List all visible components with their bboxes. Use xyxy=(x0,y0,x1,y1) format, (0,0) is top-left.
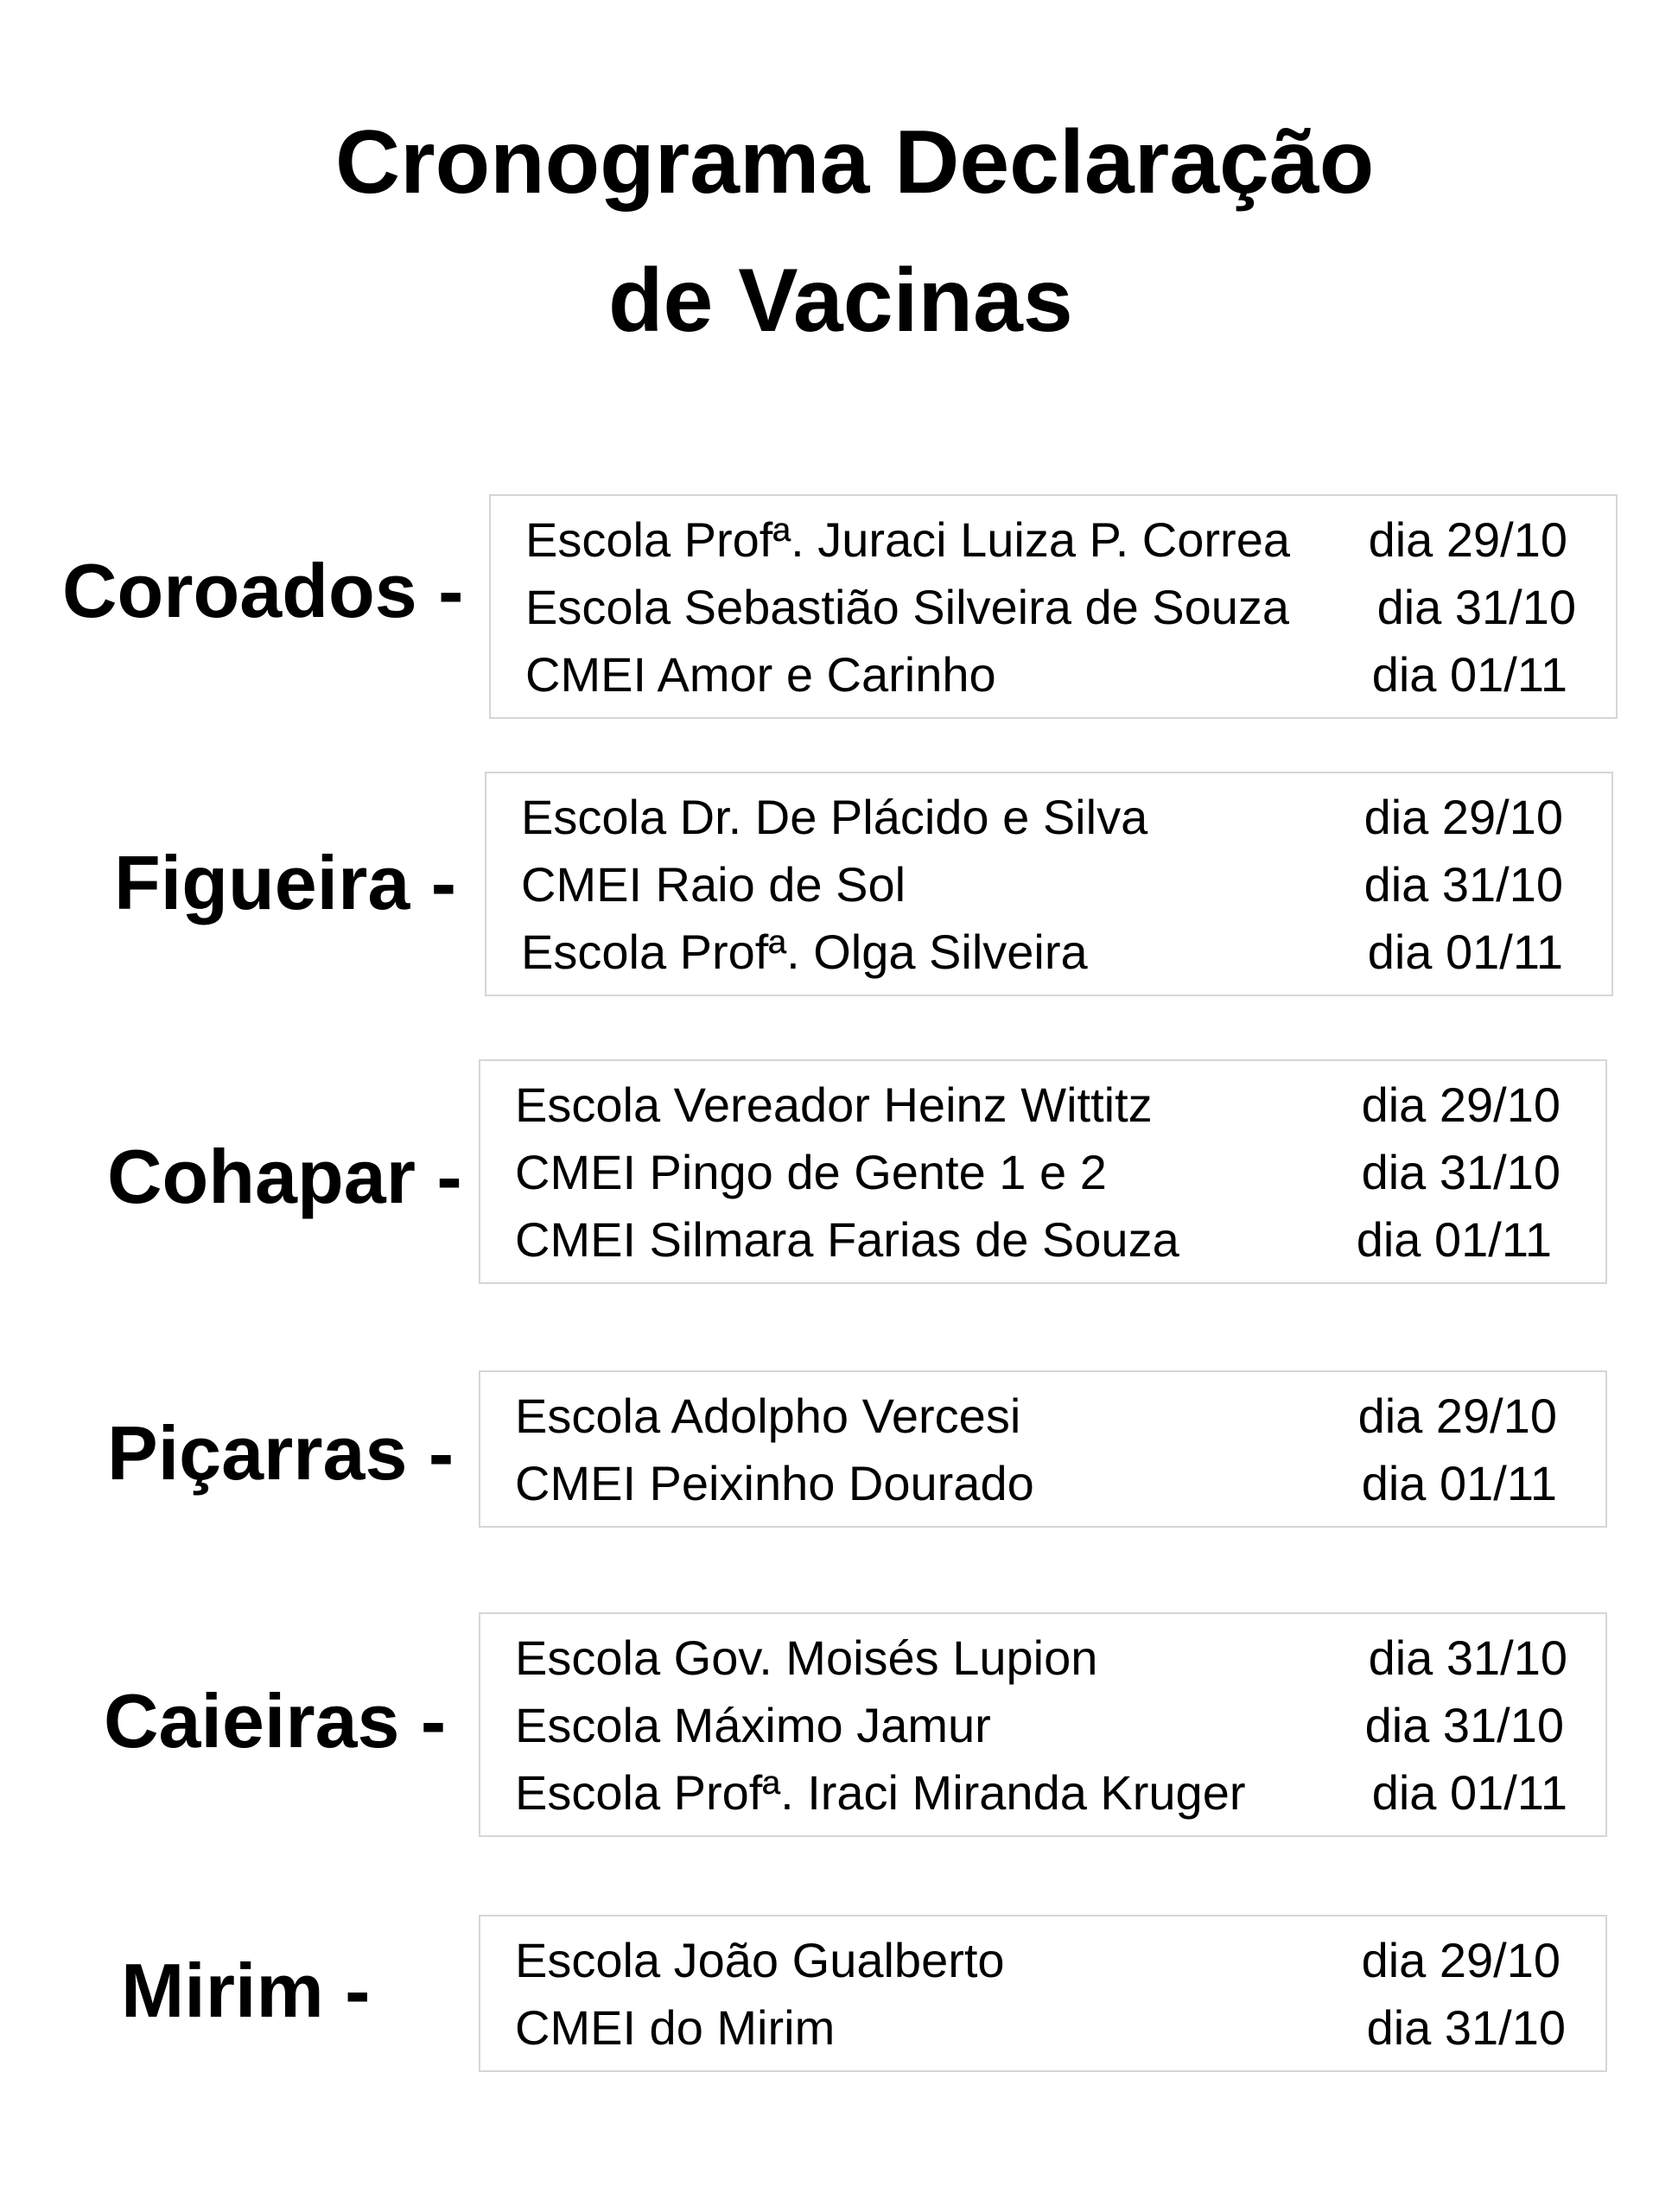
school-date: dia 29/10 xyxy=(1368,512,1567,567)
region-label-caieiras: Caieiras - xyxy=(104,1678,447,1764)
school-row xyxy=(491,641,1616,709)
school-row xyxy=(480,1624,1605,1692)
school-row xyxy=(480,1450,1605,1517)
school-box-cohapar xyxy=(479,1059,1607,1284)
school-name: Escola Profª. Iraci Miranda Kruger xyxy=(515,1765,1246,1820)
school-row xyxy=(480,1927,1605,1994)
school-date: dia 01/11 xyxy=(1361,1456,1557,1510)
school-date: dia 01/11 xyxy=(1371,1765,1567,1820)
school-date: dia 31/10 xyxy=(1364,1698,1564,1752)
school-date: dia 01/11 xyxy=(1356,1212,1552,1267)
school-name: CMEI Raio de Sol xyxy=(521,857,906,912)
region-label-mirim: Mirim - xyxy=(121,1948,371,2033)
school-row xyxy=(480,1206,1605,1274)
school-name: CMEI Peixinho Dourado xyxy=(515,1456,1034,1510)
school-row xyxy=(486,851,1611,918)
school-date: dia 29/10 xyxy=(1363,790,1563,844)
school-box-figueira xyxy=(485,772,1613,996)
school-box-mirim xyxy=(479,1915,1607,2072)
school-name: CMEI Amor e Carinho xyxy=(525,647,996,702)
school-date: dia 29/10 xyxy=(1361,1077,1560,1132)
school-date: dia 01/11 xyxy=(1371,647,1567,702)
school-date: dia 31/10 xyxy=(1368,1630,1567,1685)
school-name: CMEI Pingo de Gente 1 e 2 xyxy=(515,1145,1107,1199)
school-date: dia 01/11 xyxy=(1367,925,1563,979)
region-label-cohapar: Cohapar - xyxy=(107,1134,462,1219)
school-date: dia 29/10 xyxy=(1361,1933,1560,1987)
page-title-line-2: de Vacinas xyxy=(608,251,1073,351)
school-row xyxy=(486,784,1611,851)
school-row xyxy=(480,1994,1605,2062)
school-name: Escola Gov. Moisés Lupion xyxy=(515,1630,1098,1685)
school-row xyxy=(480,1692,1605,1759)
school-name: CMEI Silmara Farias de Souza xyxy=(515,1212,1179,1267)
region-label-coroados: Coroados - xyxy=(62,548,464,633)
school-name: Escola Dr. De Plácido e Silva xyxy=(521,790,1148,844)
school-row xyxy=(480,1071,1605,1139)
school-row xyxy=(480,1139,1605,1206)
page-title-line-1: Cronograma Declaração xyxy=(335,112,1375,213)
school-name: Escola Adolpho Vercesi xyxy=(515,1389,1021,1443)
school-date: dia 29/10 xyxy=(1357,1389,1557,1443)
school-date: dia 31/10 xyxy=(1363,857,1563,912)
school-row xyxy=(480,1382,1605,1450)
school-row xyxy=(480,1759,1605,1827)
region-label-picarras: Piçarras - xyxy=(107,1410,454,1496)
school-name: CMEI do Mirim xyxy=(515,2000,836,2055)
school-row xyxy=(486,918,1611,986)
school-name: Escola João Gualberto xyxy=(515,1933,1005,1987)
school-name: Escola Profª. Juraci Luiza P. Correa xyxy=(525,512,1290,567)
school-name: Escola Sebastião Silveira de Souza xyxy=(525,580,1290,634)
region-label-figueira: Figueira - xyxy=(114,840,457,925)
school-box-caieiras xyxy=(479,1612,1607,1837)
school-name: Escola Vereador Heinz Wittitz xyxy=(515,1077,1153,1132)
school-date: dia 31/10 xyxy=(1366,2000,1566,2055)
school-row xyxy=(491,574,1616,641)
school-box-picarras xyxy=(479,1370,1607,1528)
school-date: dia 31/10 xyxy=(1376,580,1576,634)
school-row xyxy=(491,506,1616,574)
school-name: Escola Máximo Jamur xyxy=(515,1698,991,1752)
school-box-coroados xyxy=(489,494,1618,719)
school-name: Escola Profª. Olga Silveira xyxy=(521,925,1088,979)
school-date: dia 31/10 xyxy=(1361,1145,1560,1199)
